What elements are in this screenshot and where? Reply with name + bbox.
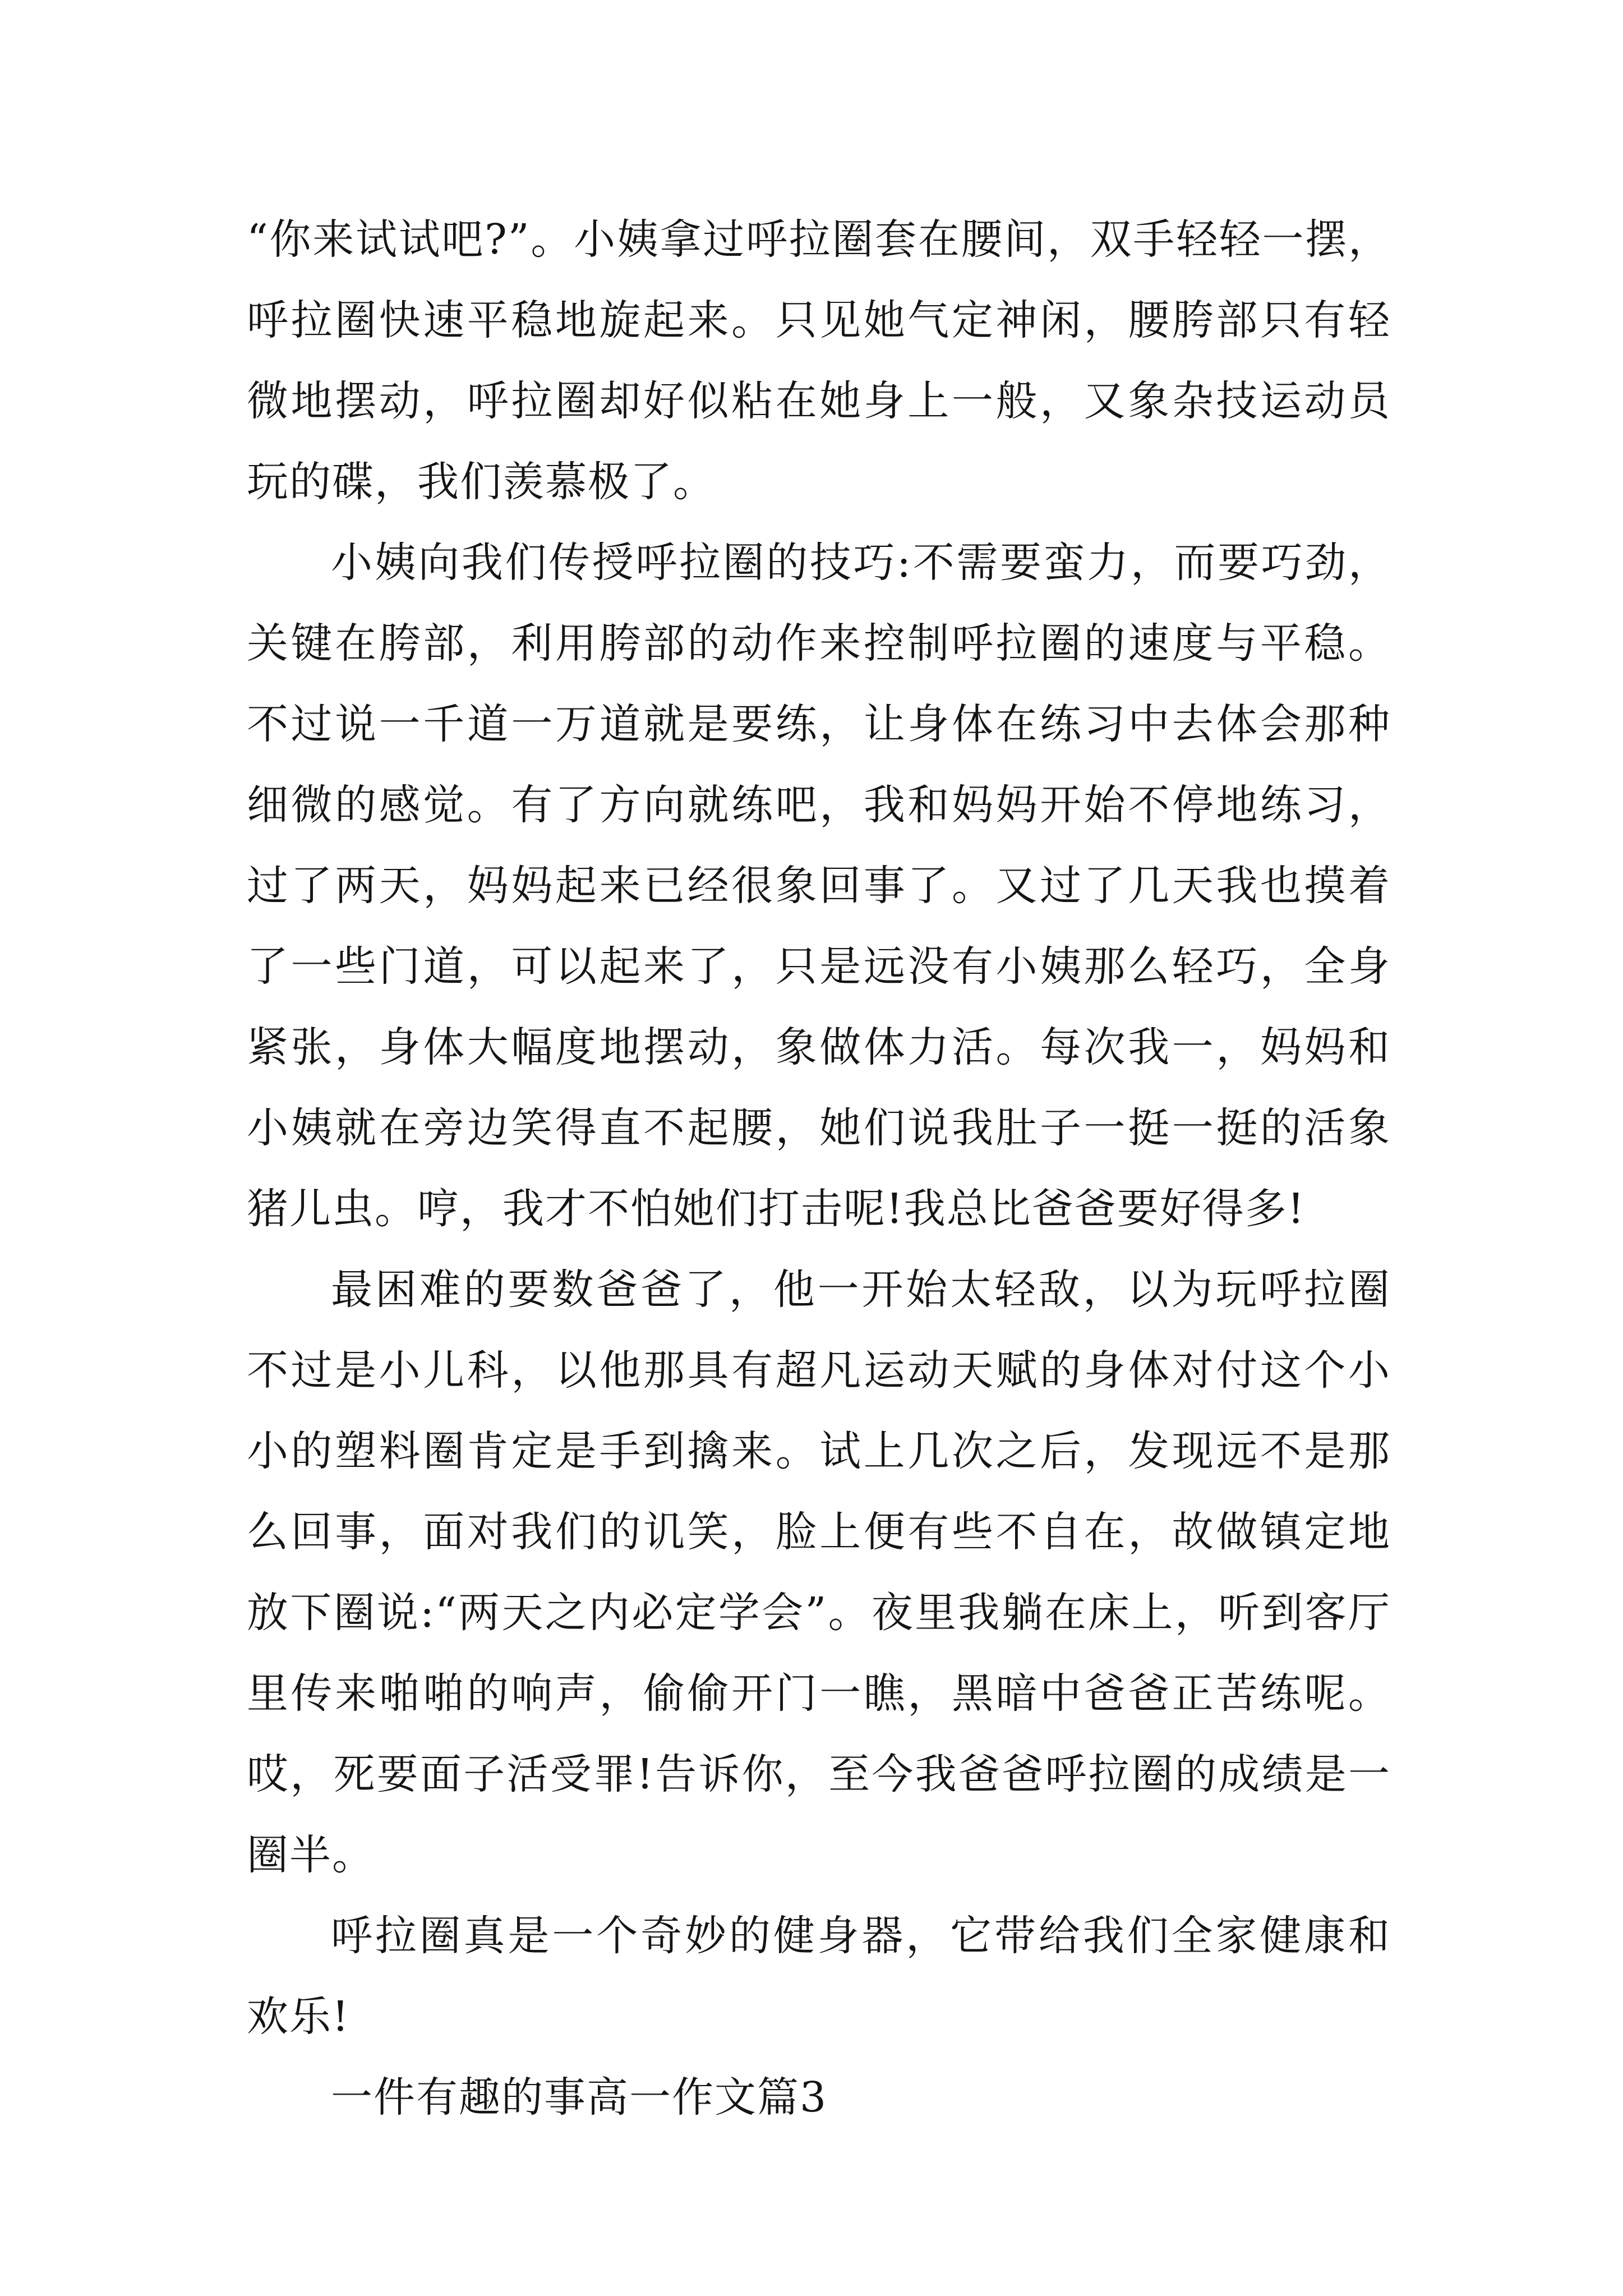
paragraph-conclusion: 呼拉圈真是一个奇妙的健身器，它带给我们全家健康和欢乐!	[247, 1912, 1391, 2041]
paragraph-father-practice: 最困难的要数爸爸了，他一开始太轻敌，以为玩呼拉圈不过是小儿科，以他那具有超凡运动天赋的身体对付这个小小的塑料圈肯定是手到擒来。试上几次之后，发现远不是那么回事，面对我们的讥笑，脸上便有些不自在，故做镇定地放下圈说:“两天之内必定学会”。夜里我躺在床上，听到客厅里传来啪啪的响声，偷偷开门一瞧，黑暗中爸爸正苦练呢。哎，死要面子活受罪!告诉你，至今我爸爸呼拉圈的成绩是一圈半。	[247, 1266, 1391, 1879]
article-body	[247, 199, 1391, 2138]
paragraph-hula-hoop-demo: “你来试试吧?”。小姨拿过呼拉圈套在腰间，双手轻轻一摆，呼拉圈快速平稳地旋起来。只见她气定神闲，腰胯部只有轻微地摆动，呼拉圈却好似粘在她身上一般，又象杂技运动员玩的碟，我们羡慕极了。	[247, 215, 1391, 506]
section-heading: 一件有趣的事高一作文篇3	[331, 2073, 828, 2122]
paragraph-hula-hoop-technique: 小姨向我们传授呼拉圈的技巧:不需要蛮力，而要巧劲，关键在胯部，利用胯部的动作来控制呼拉圈的速度与平稳。不过说一千道一万道就是要练，让身体在练习中去体会那种细微的感觉。有了方向就练吧，我和妈妈开始不停地练习，过了两天，妈妈起来已经很象回事了。又过了几天我也摸着了一些门道，可以起来了，只是远没有小姨那么轻巧，全身紧张，身体大幅度地摆动，象做体力活。每次我一，妈妈和小姨就在旁边笑得直不起腰，她们说我肚子一挺一挺的活象猪儿虫。哼，我才不怕她们打击呢!我总比爸爸要好得多!	[247, 539, 1391, 1233]
